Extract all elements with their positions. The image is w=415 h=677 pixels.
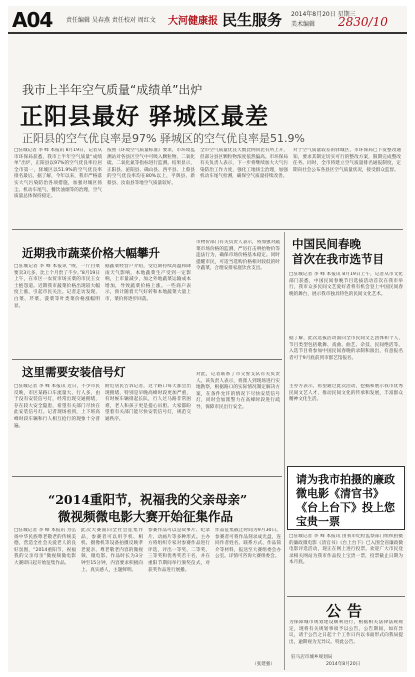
lead-body-col-3: 全市空气质量优良天数比例同比有所上升，但部分县区颗粒物浓度依然偏高。市环保局有关负责人表示，下一步将继续加大大气污染防治工作力度，强化工地扬尘治理，加强机动车尾气检测，确保空气质量持续改善。 bbox=[200, 148, 288, 180]
spring-gala-body-2: 据了解，此次选拔活动面向全市民间文艺团体和个人，节目类型包括歌舞、戏曲、曲艺、杂技、民间绝活等。入选节目将参加中国民间春晚的录制和演出，有意报名者可于9月底前到市群艺馆报名。 bbox=[289, 336, 403, 361]
film-body-col-3: 参赛作品可以是故事片、纪录片、动画片等多种形式。主办方将组织专家对参赛作品进行评选，评出一等奖、二等奖、三等奖和优秀奖若干名，并在重阳节期间举行颁奖仪式，对获奖作品进行展播。 bbox=[148, 528, 210, 573]
spring-gala-title-line1: 中国民间春晚 bbox=[292, 237, 361, 251]
section-divider-2 bbox=[12, 359, 282, 360]
vote-promo-box bbox=[287, 466, 405, 530]
vote-promo-text: 请为我市拍摄的廉政微电影《清官书》《台上台下》投上您宝贵一票 bbox=[296, 473, 395, 528]
lead-body-col-4: 对于空气质量较差的驿城区，市环保局已下发整改通知，要求其制定切实可行的整改方案，限期完成整改任务。同时，全市将建立空气质量排名通报制度，定期向社会公布各县区空气质量状况，接受群众监督。 bbox=[293, 148, 401, 173]
film-body-col-2: 此次大赛面向全社会征集作品，参赛者可以用手机、相机、摄像机等设备拍摄反映孝老爱亲、尊老敬老内容的微视频、微电影。作品时长为3分钟至15分钟，内容要求积极向上、真实感人，主题鲜明。 bbox=[81, 528, 143, 573]
lead-subhead: 正阳县的空气优良率是97% 驿城区的空气优良率是51.9% bbox=[22, 132, 305, 145]
issue-date: 2014年8月20日 星期三 bbox=[291, 11, 356, 18]
edition-meta: 责任编辑 吴春燕 责任校对 周红文 bbox=[66, 17, 156, 24]
byline-signoff: （张建强） bbox=[252, 662, 275, 667]
notice-body: 为保障城市规划建设顺利进行，根据相关法律法规规定，现将有关规划事项予以公告。公告期间，如有异议，请于公告之日起十个工作日内以书面形式向我局提出，逾期视为无异议。特此公告。 bbox=[289, 620, 403, 645]
notice-issuer: 驻马店市城乡规划局 bbox=[291, 655, 333, 660]
spring-gala-body-3: 主办方表示，希望通过此次活动，挖掘和展示我市优秀民间文艺人才，推动民间文化的传承和发展，丰富群众精神文化生活。 bbox=[289, 384, 403, 403]
vote-promo-body: □驻城记者 李 峰 本报讯 由我市纪检监察部门组织拍摄的廉政微电影《清官书》《台上台下》已入围全省廉政微电影评选活动，现正在网上进行投票。欢迎广大市民登录相关网站为我市作品投上宝贵一票，投票截止日期为本月底。 bbox=[289, 534, 403, 566]
signal-body-col-2: 附近居民告诉记者，这个路口每天都会出现拥堵，特别是早晚高峰时段更加严重，有时候车辆排起长队，行人过马路非常困难，老人和孩子更是提心吊胆。大家都盼望着有关部门能尽快安装信号灯，规范交通秩序。 bbox=[105, 384, 191, 422]
notice-divider bbox=[287, 596, 405, 597]
notice-title: 公告 bbox=[326, 602, 369, 620]
signal-body-col-1: □驻城记者 李 峰 本报讯 近日，不少市民反映，市区某路口车流量大、行人多，由于没有安装信号灯，经常出现交通拥堵，存在较大安全隐患，希望有关部门尽快在此安装信号灯。记者现场看到，上下班高峰时段车辆和行人相互抢行的现象十分普遍。 bbox=[14, 384, 100, 429]
lead-kicker: 我市上半年空气质量“成绩单”出炉 bbox=[22, 83, 203, 97]
signal-body-col-3: 对此，记者联系了市交警支队有关负责人。该负责人表示，将派人到现场进行实地勘察，根据路口的实际情况制定解决方案，在条件允许的情况下尽快安装信号灯，同时会加派警力在高峰时段进行疏导，保障市民出行安全。 bbox=[196, 372, 280, 410]
film-body-col-4: 作品征集截止时间为9月30日。参赛者可将作品刻录成光盘，连同作者姓名、联系方式、作品简介等材料，报送至大赛组委会办公室。详情可咨询大赛组委会。 bbox=[215, 528, 281, 560]
editor-label: 美术编辑 bbox=[291, 21, 316, 28]
editor-signature: 2830/10 bbox=[338, 15, 388, 29]
film-contest-title: “2014重阳节，祝福我的父亲母亲” bbox=[48, 492, 248, 507]
spring-gala-title-line2: 首次在我市选节目 bbox=[292, 252, 384, 266]
vegetables-body-col-2: 据蔬菜经营户介绍，受近期持续高温和降雨天气影响，本地蔬菜生产受到一定影响，上市量减少，加之外地蔬菜运输成本增加，导致蔬菜价格上涨。一些商户表示，预计随着天气好转和本地蔬菜大量上市，菜价将逐步回落。 bbox=[105, 264, 191, 302]
lead-headline: 正阳县最好 驿城区最差 bbox=[20, 104, 270, 130]
vegetables-body-col-3: 市物价部门有关负责人表示，将加强对蔬菜市场价格的监测，严厉打击哄抬物价等违法行为，确保市场价格基本稳定。同时提醒市民，可适当选购价格相对较低的时令蔬菜，合理安排家庭饮食支出。 bbox=[196, 240, 280, 272]
page-number: A04 bbox=[12, 8, 53, 32]
section-tag: 民生服务 bbox=[222, 11, 283, 29]
spring-gala-body-1: □驻城记者 李 峰 本报讯 8月19日上午，记者从市文化部门获悉，中国民间春晚节目选拔活动首次在我市举行，我市众多民间文艺爱好者将有机会登上中国民间春晚的舞台，展示我市独具特色的民间文化艺术。 bbox=[289, 272, 403, 297]
section-divider bbox=[12, 229, 403, 230]
notice-date: 2014年8月20日 bbox=[326, 662, 361, 667]
lead-body-col-1: □驻城记者 李 峰 本报讯 8月19日，记者从市环保局获悉，我市上半年空气质量“成绩单”出炉，正阳县以97%的空气优良率位居全市第一，驿城区以51.9%的空气优良率排名最后。据了解，今年以来，我市严格落实大气污染防治各项措施，加强对城区扬尘、机动车尾气、餐饮油烟等的治理，空气质量总体保持稳定。 bbox=[14, 148, 102, 200]
newspaper-logo: 大河健康报 bbox=[168, 16, 218, 27]
section-divider-3 bbox=[12, 476, 282, 477]
spring-gala-title bbox=[292, 237, 402, 267]
vegetables-title: 近期我市蔬菜价格大幅攀升 bbox=[22, 246, 160, 260]
masthead bbox=[8, 6, 407, 34]
column-divider bbox=[284, 232, 285, 670]
film-contest-subtitle: 微视频微电影大赛开始征集作品 bbox=[58, 509, 234, 524]
vegetables-body-col-1: □驻城记者 李 峰 本报讯 “唉，一斤白菜要卖3元多，比上个月贵了不少。”8月19日上午，在市区一农贸市场买菜的市民王女士抱怨道。近期我市蔬菜价格出现较大幅度上涨，引起市民关注。记者走访发现，白菜、芹菜、菠菜等叶类菜价格涨幅明显。 bbox=[14, 264, 100, 309]
lead-body-col-2: 按照《环境空气质量标准》要求，市环境监测站对各县区空气中可吸入颗粒物、二氧化硫、二氧化氮等指标进行监测。结果显示，正阳县、泌阳县、确山县、西平县、上蔡县的空气优良率均在80%以上，平舆县、新蔡县、汝南县等地空气质量较好。 bbox=[107, 148, 195, 186]
film-body-col-1: □驻城记者 李 峰 本报讯 为弘扬中华民族尊老敬老的传统美德，营造全社会关爱老人的良好氛围，“2014重阳节，祝福我的父亲母亲”微视频微电影大赛即日起开始征集作品。 bbox=[14, 528, 76, 566]
newspaper-page bbox=[8, 6, 407, 672]
signal-title: 这里需要安装信号灯 bbox=[22, 365, 126, 379]
